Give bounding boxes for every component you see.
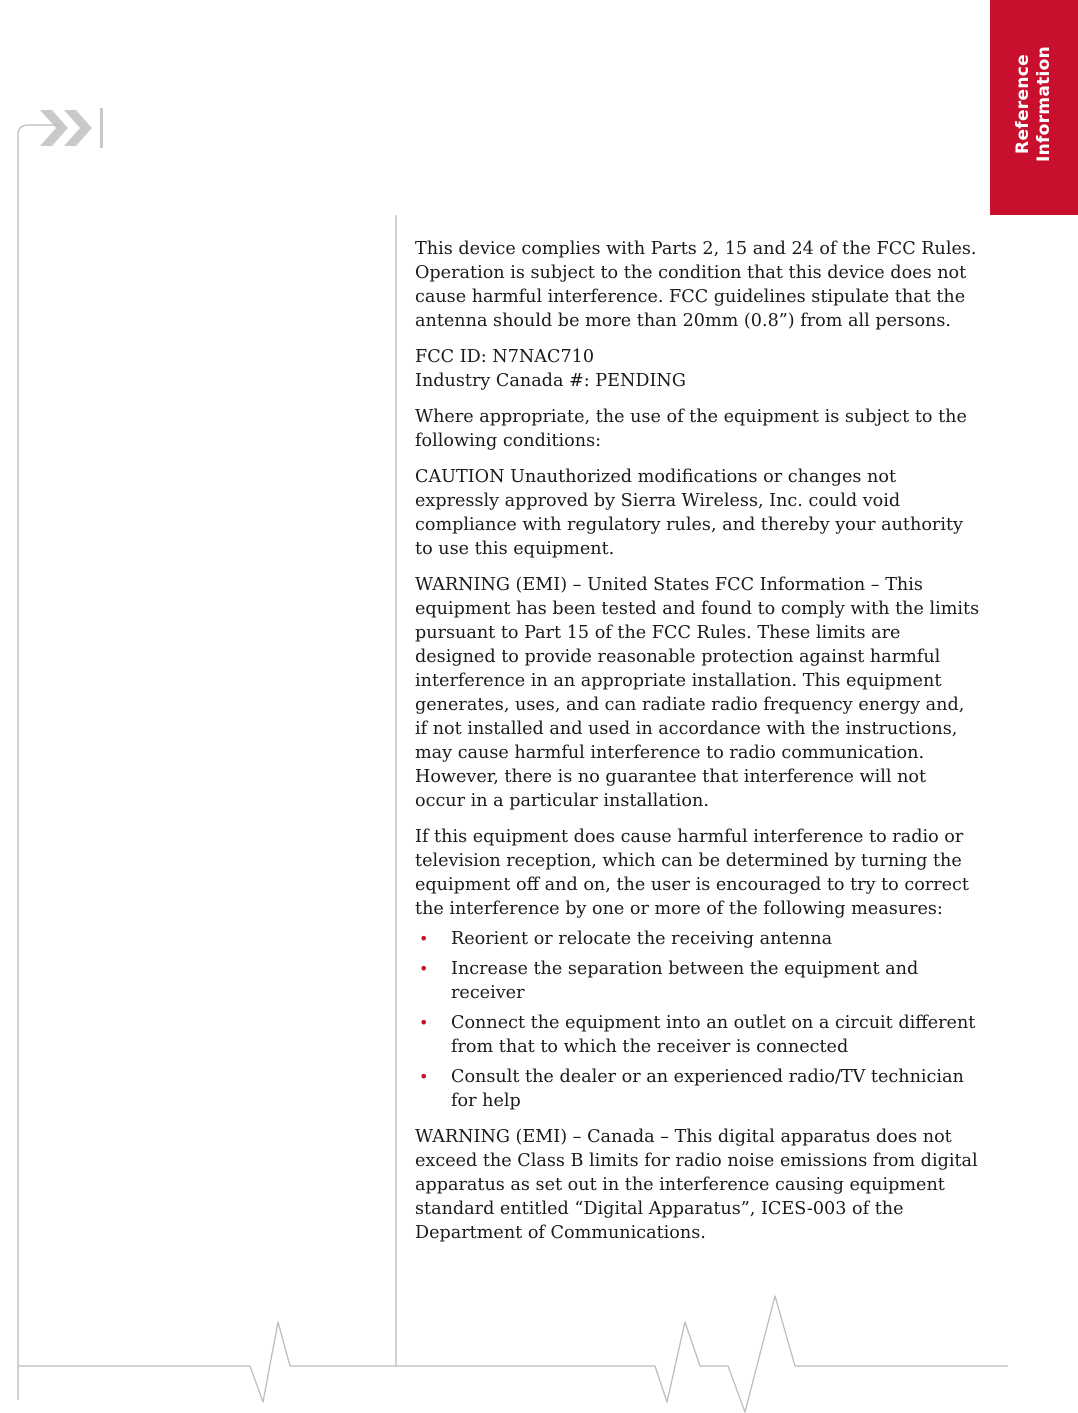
caution-paragraph: CAUTION Unauthorized modifications or changes not expressly approved by Sierra Wireless, Inc. could void compliance with regulatory rules, and thereby your authority to use this equipment. [415, 467, 963, 559]
conditions-paragraph: Where appropriate, the use of the equipment is subject to the following conditions: [415, 407, 967, 451]
list-item-text: Consult the dealer or an experienced radio/TV technician for help [451, 1067, 964, 1111]
section-tab-line2: Information [1034, 45, 1054, 163]
document-body [415, 237, 980, 1257]
list-item [415, 957, 980, 1005]
list-item-text: Connect the equipment into an outlet on a circuit different from that to which the receiver is connected [451, 1013, 976, 1057]
bullet-dot-icon: • [419, 1013, 429, 1032]
list-item [415, 1065, 980, 1113]
section-tab-line1: Reference [1013, 54, 1033, 154]
double-chevron-logo-icon [40, 108, 103, 148]
bullet-dot-icon: • [419, 929, 429, 948]
industry-canada-id: Industry Canada #: PENDING [415, 371, 686, 391]
top-guide-line [18, 125, 60, 1400]
bottom-pulse-line [18, 1296, 1008, 1412]
warning-canada-paragraph: WARNING (EMI) – Canada – This digital apparatus does not exceed the Class B limits for radio noise emissions from digital apparatus as set out in the interference causing equipment standard entitled “Digital Apparatus”, ICES-003 of the Department of Communications. [415, 1127, 978, 1243]
bullet-dot-icon: • [419, 959, 429, 978]
compliance-paragraph: This device complies with Parts 2, 15 and 24 of the FCC Rules. Operation is subject to the condition that this device does not cause harmful interference. FCC guidelines stipulate that the antenna should be more than 20mm (0.8”) from all persons. [415, 239, 977, 331]
list-item [415, 927, 980, 951]
list-item [415, 1011, 980, 1059]
list-item-text: Reorient or relocate the receiving antenna [451, 929, 833, 949]
fcc-id: FCC ID: N7NAC710 [415, 347, 595, 367]
measures-list [415, 927, 980, 1113]
warning-us-paragraph: WARNING (EMI) – United States FCC Information – This equipment has been tested and found to comply with the limits pursuant to Part 15 of the FCC Rules. These limits are designed to provide reasonable protection against harmful interference in an appropriate installation. This equipment generates, uses, and can radiate radio frequency energy and, if not installed and used in accordance with the instructions, may cause harmful interference to radio communication. However, there is no guarantee that interference will not occur in a particular installation. [415, 575, 980, 811]
list-item-text: Increase the separation between the equipment and receiver [451, 959, 919, 1003]
interference-paragraph: If this equipment does cause harmful interference to radio or television reception, which can be determined by turning the equipment off and on, the user is encouraged to try to correct the interference by one or more of the following measures: [415, 827, 969, 919]
bullet-dot-icon: • [419, 1067, 429, 1086]
